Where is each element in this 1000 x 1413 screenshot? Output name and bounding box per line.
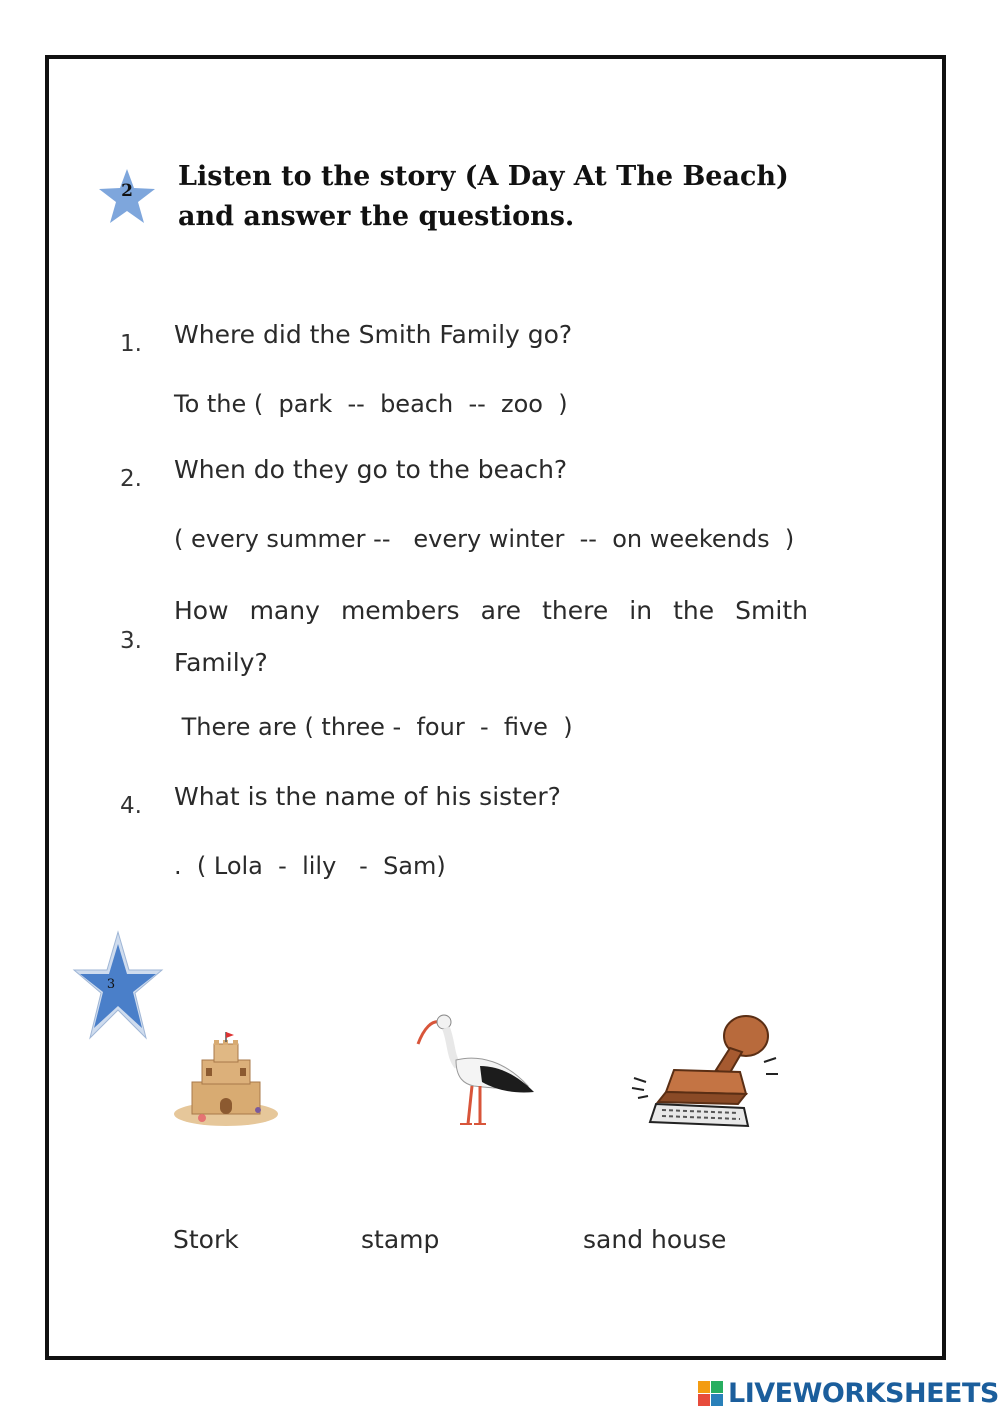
question-4-answer: . ( Lola - lily - Sam) xyxy=(174,852,446,880)
sandcastle-image xyxy=(172,1030,280,1130)
instruction-line-2: and answer the questions. xyxy=(178,201,575,232)
question-2-number: 2. xyxy=(120,466,142,492)
stamp-image xyxy=(628,1012,780,1134)
section-3-number: 3 xyxy=(106,977,116,992)
question-1-text: Where did the Smith Family go? xyxy=(174,320,573,349)
liveworksheets-brand[interactable]: LIVEWORKSHEETS xyxy=(728,1378,999,1409)
question-3-answer: There are ( three - four - five ) xyxy=(174,713,573,741)
section-2-number: 2 xyxy=(121,181,133,201)
word-stamp: stamp xyxy=(361,1225,440,1254)
question-2-text: When do they go to the beach? xyxy=(174,455,568,484)
instruction-line-1: Listen to the story (A Day At The Beach) xyxy=(178,161,789,192)
question-3-text: How many members are there in the Smith Family? xyxy=(174,596,808,677)
question-2-answer: ( every summer -- every winter -- on weekends ) xyxy=(174,525,795,553)
worksheet-frame xyxy=(45,55,946,1360)
word-sand-house: sand house xyxy=(583,1225,727,1254)
instruction xyxy=(178,157,878,237)
question-4-number: 4. xyxy=(120,793,142,819)
question-4-text: What is the name of his sister? xyxy=(174,782,561,811)
question-1-answer: To the ( park -- beach -- zoo ) xyxy=(174,390,568,418)
liveworksheets-logo-icon xyxy=(698,1381,724,1407)
question-3-number: 3. xyxy=(120,628,142,654)
question-1-number: 1. xyxy=(120,331,142,357)
stork-image xyxy=(410,1010,538,1132)
word-stork: Stork xyxy=(173,1225,239,1254)
